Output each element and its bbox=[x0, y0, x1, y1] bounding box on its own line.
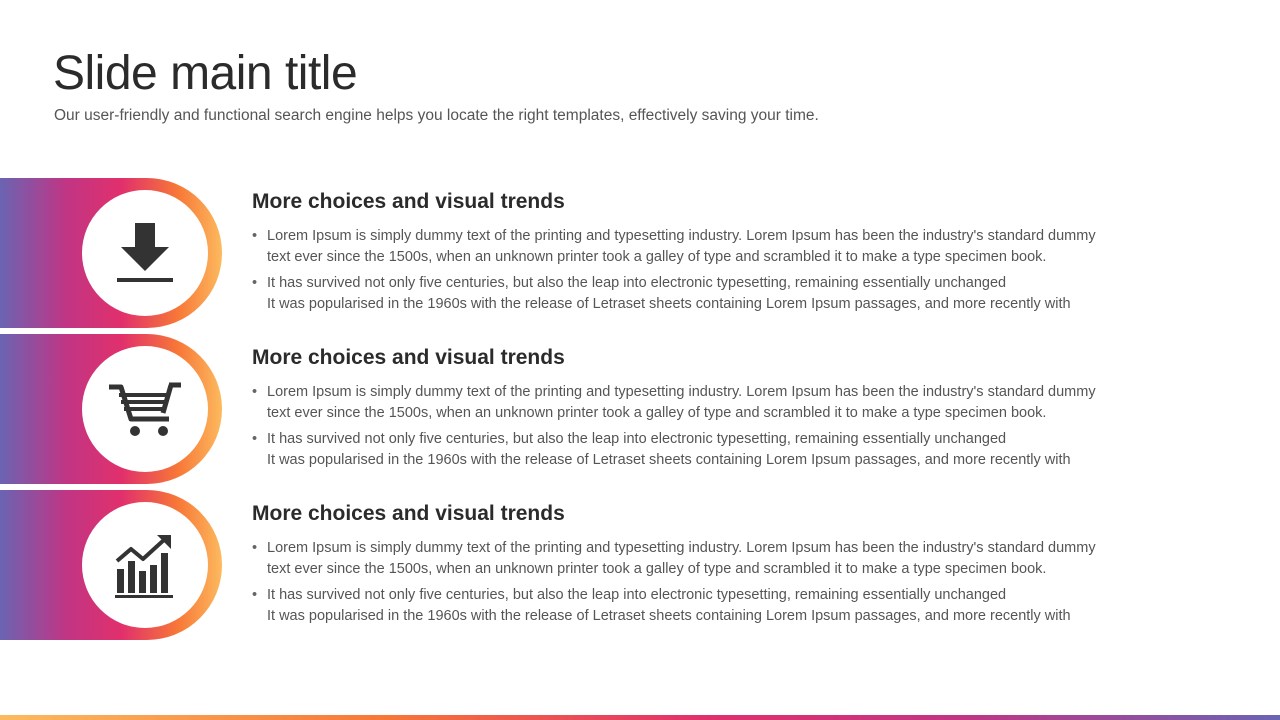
gradient-band bbox=[0, 490, 222, 640]
bullet-line: text ever since the 1500s, when an unknown printer took a galley of type and scrambled it to make a type specimen book. bbox=[267, 249, 1047, 265]
feature-row-download bbox=[0, 178, 1280, 328]
bullet-item bbox=[252, 273, 1212, 315]
feature-row-cart bbox=[0, 334, 1280, 484]
bullet-line: • Lorem Ipsum is simply dummy text of the printing and typesetting industry. Lorem Ipsum has been the industry's standard dummy bbox=[267, 228, 1096, 244]
icon-circle bbox=[82, 190, 208, 316]
icon-circle bbox=[82, 502, 208, 628]
bullet-line: text ever since the 1500s, when an unknown printer took a galley of type and scrambled it to make a type specimen book. bbox=[267, 405, 1047, 421]
bullet-line: • It has survived not only five centuries, but also the leap into electronic typesetting, remaining essentially unchanged bbox=[267, 275, 1007, 291]
bullet-line: text ever since the 1500s, when an unknown printer took a galley of type and scrambled it to make a type specimen book. bbox=[267, 561, 1047, 577]
download-icon bbox=[115, 221, 175, 285]
slide-title: Slide main title bbox=[53, 47, 358, 100]
feature-row-growth bbox=[0, 490, 1280, 640]
bullet-list bbox=[252, 538, 1212, 627]
bottom-gradient-bar bbox=[0, 715, 1280, 720]
bullet-list bbox=[252, 382, 1212, 471]
bullet-line: • Lorem Ipsum is simply dummy text of the printing and typesetting industry. Lorem Ipsum has been the industry's standard dummy bbox=[267, 384, 1096, 400]
feature-heading: More choices and visual trends bbox=[252, 346, 565, 369]
bullet-line: It was popularised in the 1960s with the release of Letraset sheets containing Lorem Ipsum passages, and more recently with bbox=[267, 608, 1071, 624]
bullet-item bbox=[252, 429, 1212, 471]
growth-chart-icon bbox=[113, 531, 177, 599]
slide-subtitle: Our user-friendly and functional search engine helps you locate the right templates, effectively saving your time. bbox=[54, 107, 819, 124]
bullet-line: • Lorem Ipsum is simply dummy text of the printing and typesetting industry. Lorem Ipsum has been the industry's standard dummy bbox=[267, 540, 1096, 556]
gradient-band bbox=[0, 178, 222, 328]
feature-content bbox=[252, 500, 1212, 632]
shopping-cart-icon bbox=[107, 379, 183, 439]
gradient-band bbox=[0, 334, 222, 484]
bullet-line: It was popularised in the 1960s with the release of Letraset sheets containing Lorem Ipsum passages, and more recently with bbox=[267, 296, 1071, 312]
feature-heading: More choices and visual trends bbox=[252, 502, 565, 525]
bullet-item bbox=[252, 538, 1212, 580]
bullet-item bbox=[252, 585, 1212, 627]
bullet-line: • It has survived not only five centuries, but also the leap into electronic typesetting, remaining essentially unchanged bbox=[267, 431, 1007, 447]
bullet-item bbox=[252, 226, 1212, 268]
feature-heading: More choices and visual trends bbox=[252, 190, 565, 213]
bullet-item bbox=[252, 382, 1212, 424]
bullet-list bbox=[252, 226, 1212, 315]
bullet-line: It was popularised in the 1960s with the release of Letraset sheets containing Lorem Ipsum passages, and more recently with bbox=[267, 452, 1071, 468]
feature-content bbox=[252, 344, 1212, 476]
icon-circle bbox=[82, 346, 208, 472]
bullet-line: • It has survived not only five centuries, but also the leap into electronic typesetting, remaining essentially unchanged bbox=[267, 587, 1007, 603]
feature-content bbox=[252, 188, 1212, 320]
